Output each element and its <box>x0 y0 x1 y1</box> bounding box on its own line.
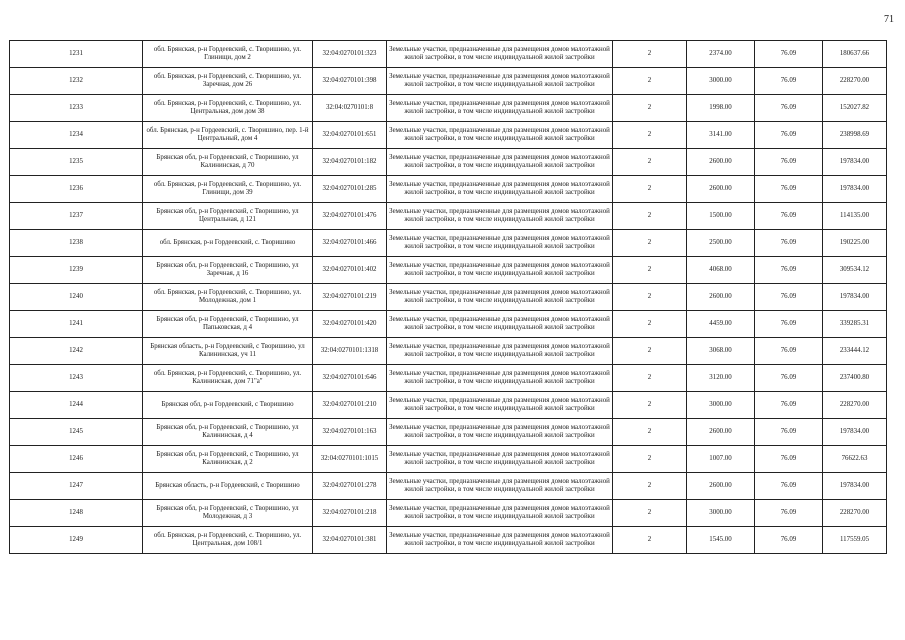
address-cell: Брянская обл, р-н Гордеевский, с Творишино <box>143 392 313 419</box>
cadastral-number-cell: 32:04:0270101:466 <box>313 230 387 257</box>
row-number: 1248 <box>10 500 143 527</box>
category-code-cell: 2 <box>613 473 687 500</box>
address-cell: Брянская область, р-н Гордеевский, с Творишино <box>143 473 313 500</box>
cadastral-value-cell: 238998.69 <box>823 122 887 149</box>
address-cell: Брянская обл, р-н Гордеевский, с Творишино, ул Папьковская, д 4 <box>143 311 313 338</box>
category-code-cell: 2 <box>613 446 687 473</box>
row-number: 1236 <box>10 176 143 203</box>
address-cell: Брянская обл, р-н Гордеевский, с Творишино, ул Центральная, д 121 <box>143 203 313 230</box>
cadastral-value-cell: 117559.05 <box>823 527 887 554</box>
specific-value-cell: 76.09 <box>755 95 823 122</box>
category-code-cell: 2 <box>613 419 687 446</box>
specific-value-cell: 76.09 <box>755 365 823 392</box>
area-cell: 4068.00 <box>687 257 755 284</box>
land-use-cell: Земельные участки, предназначенные для размещения домов малоэтажной жилой застройки, в том числе индивидуальной жилой застройки <box>387 284 613 311</box>
category-code-cell: 2 <box>613 500 687 527</box>
cadastral-number-cell: 32:04:0270101:182 <box>313 149 387 176</box>
table-row <box>10 284 887 311</box>
cadastral-number-cell: 32:04:0270101:398 <box>313 68 387 95</box>
row-number: 1249 <box>10 527 143 554</box>
cadastral-value-cell: 309534.12 <box>823 257 887 284</box>
cadastral-number-cell: 32:04:0270101:210 <box>313 392 387 419</box>
specific-value-cell: 76.09 <box>755 257 823 284</box>
category-code-cell: 2 <box>613 176 687 203</box>
land-use-cell: Земельные участки, предназначенные для размещения домов малоэтажной жилой застройки, в том числе индивидуальной жилой застройки <box>387 338 613 365</box>
cadastral-value-cell: 228270.00 <box>823 392 887 419</box>
address-cell: обл. Брянская, р-н Гордеевский, с. Творишино, пер. 1-й Центральный, дом 4 <box>143 122 313 149</box>
category-code-cell: 2 <box>613 338 687 365</box>
land-use-cell: Земельные участки, предназначенные для размещения домов малоэтажной жилой застройки, в том числе индивидуальной жилой застройки <box>387 473 613 500</box>
cadastral-value-cell: 190225.00 <box>823 230 887 257</box>
cadastral-number-cell: 32:04:0270101:8 <box>313 95 387 122</box>
area-cell: 3141.00 <box>687 122 755 149</box>
table-body <box>10 41 887 554</box>
area-cell: 3000.00 <box>687 392 755 419</box>
specific-value-cell: 76.09 <box>755 473 823 500</box>
cadastral-number-cell: 32:04:0270101:219 <box>313 284 387 311</box>
category-code-cell: 2 <box>613 230 687 257</box>
table-row <box>10 176 887 203</box>
table-row <box>10 419 887 446</box>
area-cell: 2374.00 <box>687 41 755 68</box>
row-number: 1247 <box>10 473 143 500</box>
specific-value-cell: 76.09 <box>755 446 823 473</box>
cadastral-number-cell: 32:04:0270101:476 <box>313 203 387 230</box>
specific-value-cell: 76.09 <box>755 338 823 365</box>
row-number: 1234 <box>10 122 143 149</box>
address-cell: Брянская обл, р-н Гордеевский, с Творишино, ул Молодежная, д 3 <box>143 500 313 527</box>
row-number: 1238 <box>10 230 143 257</box>
cadastral-number-cell: 32:04:0270101:285 <box>313 176 387 203</box>
land-use-cell: Земельные участки, предназначенные для размещения домов малоэтажной жилой застройки, в том числе индивидуальной жилой застройки <box>387 68 613 95</box>
area-cell: 1500.00 <box>687 203 755 230</box>
category-code-cell: 2 <box>613 149 687 176</box>
area-cell: 1545.00 <box>687 527 755 554</box>
land-use-cell: Земельные участки, предназначенные для размещения домов малоэтажной жилой застройки, в том числе индивидуальной жилой застройки <box>387 149 613 176</box>
cadastral-value-cell: 197834.00 <box>823 284 887 311</box>
row-number: 1245 <box>10 419 143 446</box>
land-use-cell: Земельные участки, предназначенные для размещения домов малоэтажной жилой застройки, в том числе индивидуальной жилой застройки <box>387 95 613 122</box>
cadastral-value-cell: 197834.00 <box>823 176 887 203</box>
land-use-cell: Земельные участки, предназначенные для размещения домов малоэтажной жилой застройки, в том числе индивидуальной жилой застройки <box>387 203 613 230</box>
table-row <box>10 311 887 338</box>
cadastral-number-cell: 32:04:0270101:1318 <box>313 338 387 365</box>
category-code-cell: 2 <box>613 284 687 311</box>
land-use-cell: Земельные участки, предназначенные для размещения домов малоэтажной жилой застройки, в том числе индивидуальной жилой застройки <box>387 41 613 68</box>
row-number: 1242 <box>10 338 143 365</box>
land-use-cell: Земельные участки, предназначенные для размещения домов малоэтажной жилой застройки, в том числе индивидуальной жилой застройки <box>387 176 613 203</box>
address-cell: Брянская обл, р-н Гордеевский, с Творишино, ул Калининская, д 4 <box>143 419 313 446</box>
row-number: 1233 <box>10 95 143 122</box>
area-cell: 2600.00 <box>687 419 755 446</box>
row-number: 1231 <box>10 41 143 68</box>
table-row <box>10 203 887 230</box>
specific-value-cell: 76.09 <box>755 392 823 419</box>
category-code-cell: 2 <box>613 527 687 554</box>
specific-value-cell: 76.09 <box>755 230 823 257</box>
area-cell: 1007.00 <box>687 446 755 473</box>
category-code-cell: 2 <box>613 257 687 284</box>
table-row <box>10 95 887 122</box>
cadastral-value-cell: 180637.66 <box>823 41 887 68</box>
cadastral-number-cell: 32:04:0270101:278 <box>313 473 387 500</box>
land-use-cell: Земельные участки, предназначенные для размещения домов малоэтажной жилой застройки, в том числе индивидуальной жилой застройки <box>387 365 613 392</box>
row-number: 1232 <box>10 68 143 95</box>
table-row <box>10 365 887 392</box>
specific-value-cell: 76.09 <box>755 500 823 527</box>
address-cell: Брянская область, р-н Гордеевский, с Творишино, ул Калининская, уч 11 <box>143 338 313 365</box>
specific-value-cell: 76.09 <box>755 68 823 95</box>
row-number: 1246 <box>10 446 143 473</box>
area-cell: 2600.00 <box>687 176 755 203</box>
specific-value-cell: 76.09 <box>755 149 823 176</box>
address-cell: обл. Брянская, р-н Гордеевский, с. Творишино, ул. Глинищи, дом 2 <box>143 41 313 68</box>
land-use-cell: Земельные участки, предназначенные для размещения домов малоэтажной жилой застройки, в том числе индивидуальной жилой застройки <box>387 122 613 149</box>
table-row <box>10 500 887 527</box>
land-use-cell: Земельные участки, предназначенные для размещения домов малоэтажной жилой застройки, в том числе индивидуальной жилой застройки <box>387 392 613 419</box>
cadastral-number-cell: 32:04:0270101:218 <box>313 500 387 527</box>
area-cell: 1998.00 <box>687 95 755 122</box>
address-cell: обл. Брянская, р-н Гордеевский, с. Творишино, ул. Глинищи, дом 39 <box>143 176 313 203</box>
category-code-cell: 2 <box>613 122 687 149</box>
specific-value-cell: 76.09 <box>755 284 823 311</box>
cadastral-value-cell: 339285.31 <box>823 311 887 338</box>
category-code-cell: 2 <box>613 95 687 122</box>
land-use-cell: Земельные участки, предназначенные для размещения домов малоэтажной жилой застройки, в том числе индивидуальной жилой застройки <box>387 527 613 554</box>
row-number: 1243 <box>10 365 143 392</box>
address-cell: обл. Брянская, р-н Гордеевский, с. Творишино, ул. Центральная, дом 108/1 <box>143 527 313 554</box>
cadastral-value-cell: 233444.12 <box>823 338 887 365</box>
land-use-cell: Земельные участки, предназначенные для размещения домов малоэтажной жилой застройки, в том числе индивидуальной жилой застройки <box>387 257 613 284</box>
cadastral-number-cell: 32:04:0270101:420 <box>313 311 387 338</box>
land-use-cell: Земельные участки, предназначенные для размещения домов малоэтажной жилой застройки, в том числе индивидуальной жилой застройки <box>387 500 613 527</box>
row-number: 1235 <box>10 149 143 176</box>
specific-value-cell: 76.09 <box>755 176 823 203</box>
table-row <box>10 68 887 95</box>
table-row <box>10 230 887 257</box>
category-code-cell: 2 <box>613 68 687 95</box>
row-number: 1241 <box>10 311 143 338</box>
area-cell: 3120.00 <box>687 365 755 392</box>
address-cell: Брянская обл, р-н Гордеевский, с Творишино, ул Заречная, д 16 <box>143 257 313 284</box>
address-cell: обл. Брянская, р-н Гордеевский, с. Творишино, ул. Калининская, дом 71"а" <box>143 365 313 392</box>
row-number: 1244 <box>10 392 143 419</box>
cadastral-value-cell: 197834.00 <box>823 419 887 446</box>
category-code-cell: 2 <box>613 392 687 419</box>
cadastral-number-cell: 32:04:0270101:651 <box>313 122 387 149</box>
row-number: 1240 <box>10 284 143 311</box>
area-cell: 3000.00 <box>687 68 755 95</box>
specific-value-cell: 76.09 <box>755 203 823 230</box>
cadastral-number-cell: 32:04:0270101:163 <box>313 419 387 446</box>
specific-value-cell: 76.09 <box>755 527 823 554</box>
cadastral-number-cell: 32:04:0270101:402 <box>313 257 387 284</box>
row-number: 1237 <box>10 203 143 230</box>
cadastral-value-cell: 197834.00 <box>823 473 887 500</box>
cadastral-value-cell: 228270.00 <box>823 68 887 95</box>
area-cell: 2600.00 <box>687 149 755 176</box>
category-code-cell: 2 <box>613 41 687 68</box>
row-number: 1239 <box>10 257 143 284</box>
land-plots-table <box>9 40 887 554</box>
table-row <box>10 527 887 554</box>
specific-value-cell: 76.09 <box>755 41 823 68</box>
area-cell: 3068.00 <box>687 338 755 365</box>
page-number: 71 <box>884 14 894 25</box>
land-use-cell: Земельные участки, предназначенные для размещения домов малоэтажной жилой застройки, в том числе индивидуальной жилой застройки <box>387 311 613 338</box>
specific-value-cell: 76.09 <box>755 122 823 149</box>
land-use-cell: Земельные участки, предназначенные для размещения домов малоэтажной жилой застройки, в том числе индивидуальной жилой застройки <box>387 446 613 473</box>
area-cell: 4459.00 <box>687 311 755 338</box>
area-cell: 2600.00 <box>687 473 755 500</box>
table-row <box>10 446 887 473</box>
cadastral-number-cell: 32:04:0270101:646 <box>313 365 387 392</box>
category-code-cell: 2 <box>613 365 687 392</box>
cadastral-number-cell: 32:04:0270101:323 <box>313 41 387 68</box>
category-code-cell: 2 <box>613 203 687 230</box>
table-row <box>10 473 887 500</box>
table-row <box>10 122 887 149</box>
cadastral-value-cell: 228270.00 <box>823 500 887 527</box>
cadastral-number-cell: 32:04:0270101:381 <box>313 527 387 554</box>
address-cell: обл. Брянская, р-н Гордеевский, с. Творишино, ул. Заречная, дом 26 <box>143 68 313 95</box>
area-cell: 2500.00 <box>687 230 755 257</box>
area-cell: 2600.00 <box>687 284 755 311</box>
land-use-cell: Земельные участки, предназначенные для размещения домов малоэтажной жилой застройки, в том числе индивидуальной жилой застройки <box>387 419 613 446</box>
cadastral-value-cell: 76622.63 <box>823 446 887 473</box>
cadastral-value-cell: 197834.00 <box>823 149 887 176</box>
specific-value-cell: 76.09 <box>755 311 823 338</box>
cadastral-value-cell: 114135.00 <box>823 203 887 230</box>
address-cell: обл. Брянская, р-н Гордеевский, с. Творишино, ул. Молодежная, дом 1 <box>143 284 313 311</box>
table-row <box>10 149 887 176</box>
table-row <box>10 41 887 68</box>
address-cell: Брянская обл, р-н Гордеевский, с Творишино, ул Калининская, д 70 <box>143 149 313 176</box>
cadastral-value-cell: 152027.82 <box>823 95 887 122</box>
area-cell: 3000.00 <box>687 500 755 527</box>
table-row <box>10 338 887 365</box>
table-row <box>10 392 887 419</box>
address-cell: Брянская обл, р-н Гордеевский, с Творишино, ул Калининская, д 2 <box>143 446 313 473</box>
land-use-cell: Земельные участки, предназначенные для размещения домов малоэтажной жилой застройки, в том числе индивидуальной жилой застройки <box>387 230 613 257</box>
table-row <box>10 257 887 284</box>
cadastral-value-cell: 237400.80 <box>823 365 887 392</box>
cadastral-number-cell: 32:04:0270101:1015 <box>313 446 387 473</box>
specific-value-cell: 76.09 <box>755 419 823 446</box>
address-cell: обл. Брянская, р-н Гордеевский, с. Творишино <box>143 230 313 257</box>
address-cell: обл. Брянская, р-н Гордеевский, с. Творишино, ул. Центральная, дом дом 38 <box>143 95 313 122</box>
category-code-cell: 2 <box>613 311 687 338</box>
